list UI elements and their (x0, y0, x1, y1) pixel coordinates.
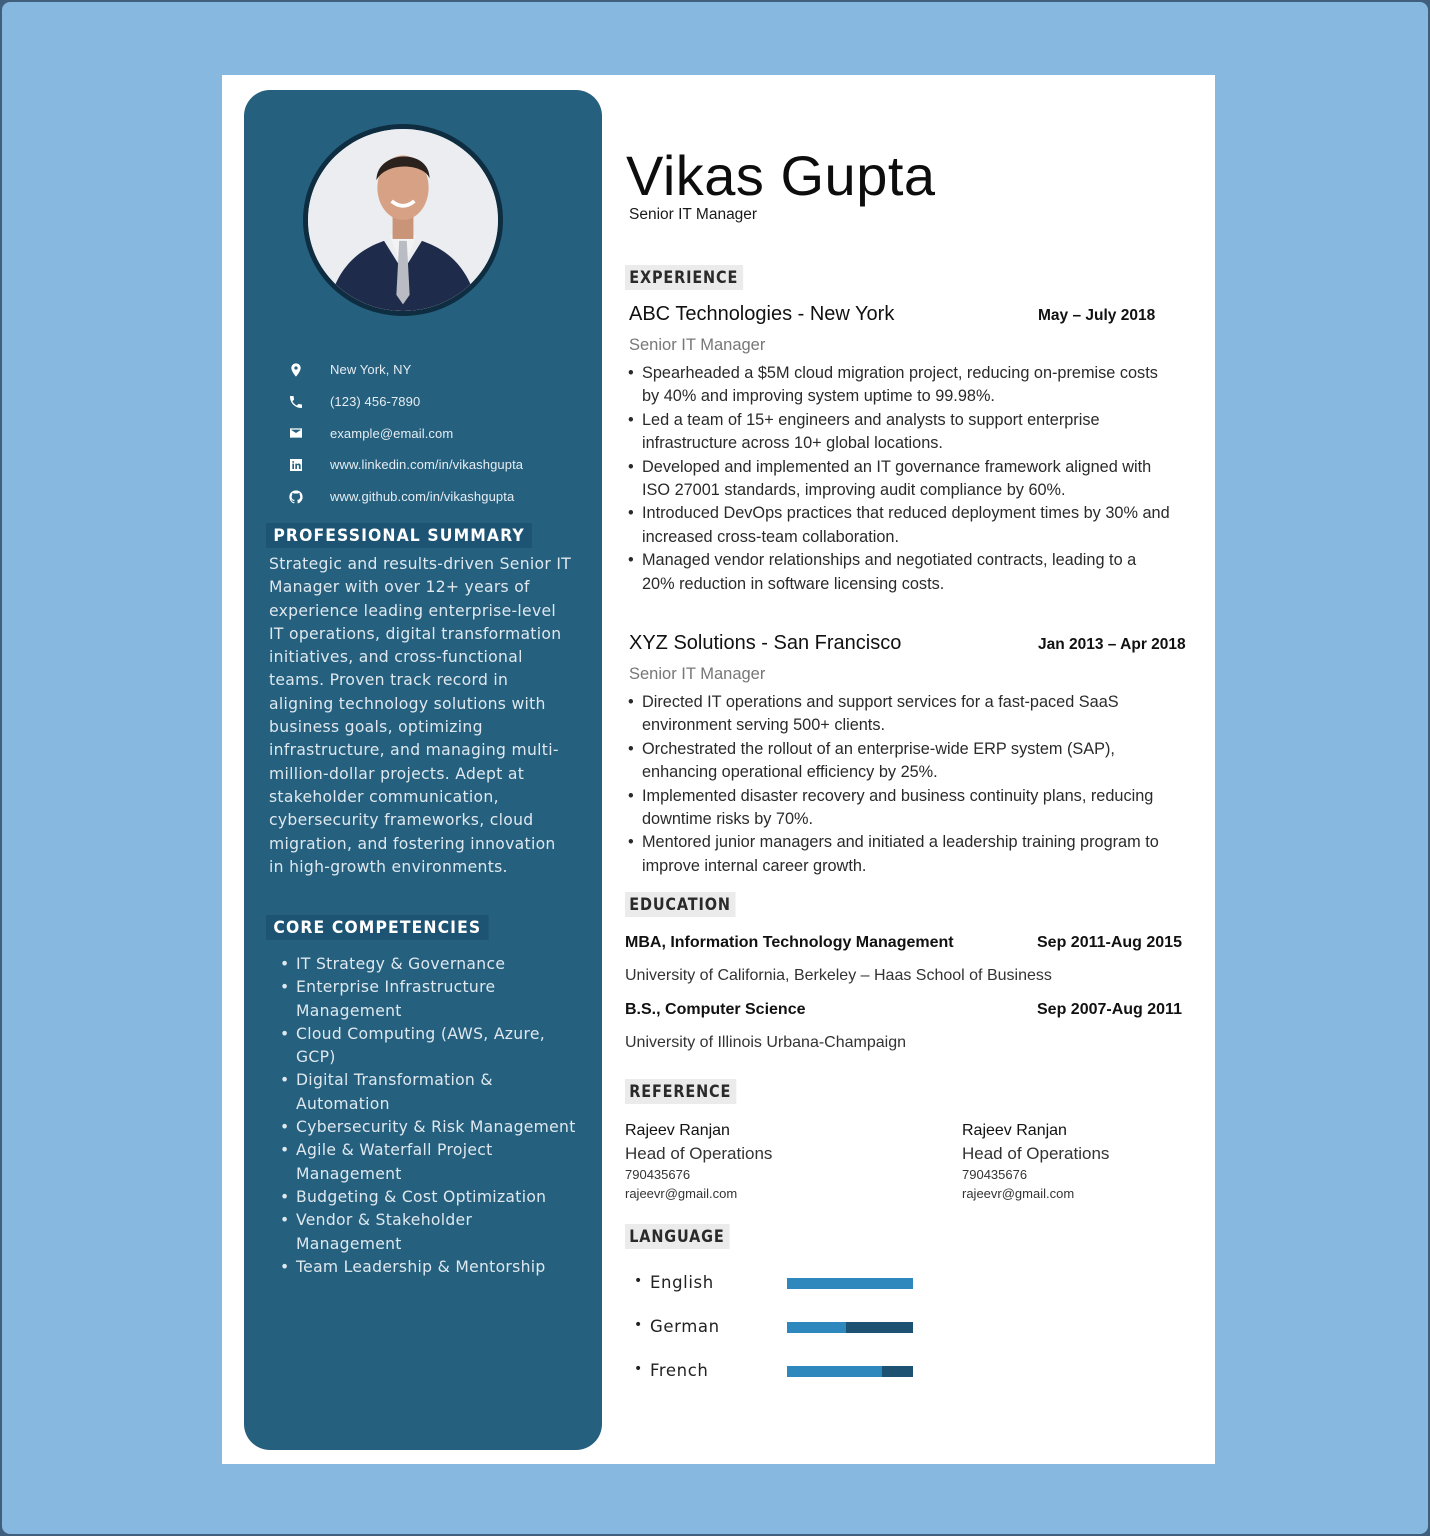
job-bullet: • Implemented disaster recovery and business continuity plans, reducing downtime risks by 70%. (628, 785, 1173, 832)
education-heading: EDUCATION (625, 892, 736, 917)
language-proficiency-bar (787, 1322, 913, 1333)
reference-email[interactable]: rajeevr@gmail.com (625, 1186, 738, 1201)
reference-role: Head of Operations (962, 1144, 1110, 1163)
job-bullets (628, 362, 1173, 596)
language-proficiency-fill (787, 1278, 913, 1289)
language-row-french (634, 1361, 934, 1385)
language-row-german (634, 1317, 934, 1341)
job-bullet: • Developed and implemented an IT governance framework aligned with ISO 27001 standards, improving audit compliance by 60%. (628, 456, 1173, 503)
job-bullet: • Spearheaded a $5M cloud migration project, reducing on-premise costs by 40% and improving system uptime to 99.98%. (628, 362, 1173, 409)
sidebar (244, 90, 602, 1450)
core-competencies-heading: CORE COMPETENCIES (266, 915, 489, 940)
education-school: University of Illinois Urbana-Champaign (625, 1034, 907, 1051)
main-content (622, 75, 1215, 1464)
core-competencies-list (280, 953, 580, 1279)
contact-github[interactable] (284, 481, 523, 513)
phone-icon (284, 393, 308, 411)
job-bullet: • Led a team of 15+ engineers and analysts to support enterprise infrastructure across 10+ global locations. (628, 409, 1173, 456)
competency-item: • Vendor & Stakeholder Management (280, 1209, 580, 1256)
job-company: XYZ Solutions - San Francisco (629, 632, 902, 654)
contact-location-text: New York, NY (330, 362, 412, 378)
job-bullet: • Orchestrated the rollout of an enterprise-wide ERP system (SAP), enhancing operational efficiency by 25%. (628, 738, 1173, 785)
job-bullet: • Managed vendor relationships and negotiated contracts, leading to a 20% reduction in software licensing costs. (628, 549, 1173, 596)
avatar-portrait-icon (308, 129, 498, 311)
contact-email-link[interactable]: example@email.com (330, 425, 454, 441)
language-proficiency-fill (787, 1366, 882, 1377)
language-name: • German (634, 1317, 720, 1336)
reference-name: Rajeev Ranjan (625, 1122, 730, 1139)
professional-summary-heading: PROFESSIONAL SUMMARY (266, 523, 532, 548)
reference-role: Head of Operations (625, 1144, 773, 1163)
experience-heading: EXPERIENCE (625, 265, 743, 290)
job-date: Jan 2013 – Apr 2018 (1038, 636, 1186, 653)
contact-list (284, 354, 523, 512)
education-school: University of California, Berkeley – Haas School of Business (625, 967, 1052, 984)
github-icon (284, 488, 308, 506)
job-bullets (628, 691, 1173, 878)
profile-photo (303, 124, 503, 316)
language-name: • French (634, 1361, 708, 1380)
reference-email[interactable]: rajeevr@gmail.com (962, 1186, 1075, 1201)
language-proficiency-bar (787, 1278, 913, 1289)
reference-phone: 790435676 (962, 1167, 1028, 1182)
competency-item: • Digital Transformation & Automation (280, 1069, 580, 1116)
contact-location (284, 354, 523, 386)
education-degree: MBA, Information Technology Management (625, 934, 954, 951)
reference-heading: REFERENCE (625, 1079, 736, 1104)
competency-item: • Budgeting & Cost Optimization (280, 1186, 580, 1209)
professional-summary-text: Strategic and results-driven Senior IT Manager with over 12+ years of experience leading enterprise-level IT operations, digital transformation initiatives, and cross-functional teams. Proven track record in aligning technology solutions with business goals, optimizing infrastructure, and managing multi-million-dollar projects. Adept at stakeholder communication, cybersecurity frameworks, cloud migration, and fostering innovation in high-growth environments. (269, 555, 572, 876)
job-date: May – July 2018 (1038, 307, 1156, 324)
location-pin-icon (284, 361, 308, 379)
job-bullet: • Introduced DevOps practices that reduced deployment times by 30% and increased cross-team collaboration. (628, 502, 1173, 549)
canvas-background (2, 2, 1428, 1534)
contact-phone-text: (123) 456-7890 (330, 394, 421, 410)
language-name: • English (634, 1273, 714, 1292)
job-role: Senior IT Manager (629, 336, 766, 354)
language-proficiency-bar (787, 1366, 913, 1377)
competency-item: • Team Leadership & Mentorship (280, 1256, 580, 1279)
candidate-name: Vikas Gupta (626, 144, 936, 207)
reference-card (625, 1119, 875, 1203)
competency-item: • Enterprise Infrastructure Management (280, 976, 580, 1023)
reference-phone: 790435676 (625, 1167, 691, 1182)
education-date: Sep 2011-Aug 2015 (1037, 934, 1182, 951)
email-icon (284, 424, 308, 442)
contact-linkedin[interactable] (284, 449, 523, 481)
language-proficiency-fill (787, 1322, 846, 1333)
contact-phone (284, 386, 523, 418)
resume-page (222, 75, 1215, 1464)
competency-item: • Cloud Computing (AWS, Azure, GCP) (280, 1023, 580, 1070)
language-heading: LANGUAGE (625, 1224, 730, 1249)
language-row-english (634, 1273, 934, 1297)
job-bullet: • Mentored junior managers and initiated a leadership training program to improve internal career growth. (628, 831, 1173, 878)
candidate-title: Senior IT Manager (629, 206, 758, 223)
education-degree: B.S., Computer Science (625, 1001, 806, 1018)
competency-item: • IT Strategy & Governance (280, 953, 580, 976)
education-date: Sep 2007-Aug 2011 (1037, 1001, 1182, 1018)
job-bullet: • Directed IT operations and support services for a fast-paced SaaS environment serving 500+ clients. (628, 691, 1173, 738)
job-role: Senior IT Manager (629, 665, 766, 683)
contact-linkedin-link[interactable]: www.linkedin.com/in/vikashgupta (330, 457, 524, 473)
contact-github-link[interactable]: www.github.com/in/vikashgupta (330, 489, 515, 505)
reference-name: Rajeev Ranjan (962, 1122, 1067, 1139)
linkedin-icon (284, 456, 308, 474)
competency-item: • Agile & Waterfall Project Management (280, 1139, 580, 1186)
job-company: ABC Technologies - New York (629, 303, 895, 325)
competency-item: • Cybersecurity & Risk Management (280, 1116, 580, 1139)
contact-email[interactable] (284, 417, 523, 449)
reference-card (962, 1119, 1212, 1203)
